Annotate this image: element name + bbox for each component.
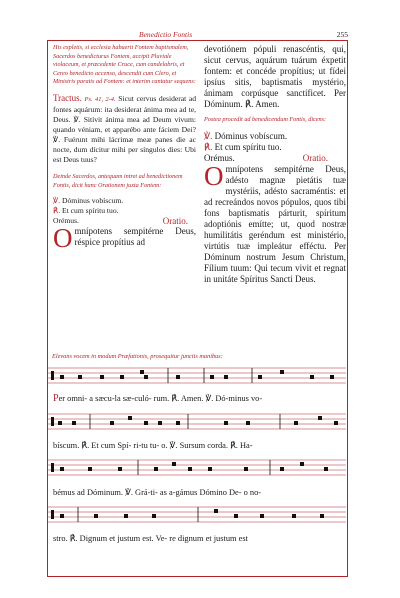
response-symbol: ℟. (53, 206, 61, 216)
chant-staff (48, 408, 346, 434)
chant-lyrics-line (53, 487, 343, 497)
chant-rubric: Elevans vocem in modum Præfationis, prosequitur junctis manibus: (52, 353, 223, 360)
chant-text-line-2: bíscum. ℟. Et cum Spí- ri-tu tu- o. ℣. Sursum corda. ℟. Ha- (53, 441, 253, 450)
oremus-2: Orémus. (204, 152, 235, 163)
versicle-2 (204, 131, 346, 142)
tract-text (53, 93, 196, 165)
oremus-row-2 (204, 153, 346, 164)
rubric-opening: His expletis, si ecclesia habuerit Fontem baptismalem, Sacerdos benedicturus Fontem, accipit Pluviale violaceum, et præcedente Cruce, cum candelabris, et Cereo benedicto accenso, descendit cum Clero, et Ministris paratis ad Fontem: et interim cantatur sequens: (53, 44, 196, 86)
versicle-text: Dóminus vobíscum. (62, 196, 124, 206)
response (53, 206, 196, 216)
chant-staff (48, 501, 346, 527)
response-symbol-2: ℟. (204, 141, 213, 152)
chant-lyrics-line (53, 440, 343, 450)
response-text-2: Et cum spíritu tuo. (214, 141, 282, 152)
versicle-symbol: ℣. (53, 196, 61, 206)
chant-text-line-3: bémus ad Dóminum. ℣. Grá-ti- as a-gámus Dómino De- o no- (53, 488, 262, 497)
tract-label: Tractus. (53, 92, 82, 103)
chant-text-line-4: stro. ℟. Dignum et justum est. Ve- re dignum et justum est (53, 534, 248, 543)
tract-reference: Ps. 41, 2-4. (84, 95, 116, 103)
oremus-row (53, 216, 196, 226)
chant-staff (48, 454, 346, 480)
response-text: Et cum spíritu tuo. (62, 206, 119, 216)
chant-initial: P (53, 393, 59, 404)
chant-text-line-1: er omni- a sæcu-la sæ-culó- rum. ℟. Amen. ℣. Dó-minus vo- (58, 394, 263, 403)
oratio-heading-2: Oratio. (302, 152, 328, 163)
page-number: 255 (336, 30, 348, 39)
running-title: Benedictio Fontis (139, 30, 193, 39)
response-2 (204, 142, 346, 153)
versicle (53, 196, 196, 206)
prayer-text: mnípotens sempitérne Deus, réspice propítius ad (74, 226, 196, 248)
drop-cap: O (53, 223, 73, 254)
rubric-before-prayer: Deinde Sacerdos, antequam intret ad benedictionem Fontis, dicit hanc Orationem juxta Fontem: (53, 172, 183, 189)
prayer-text-2: mnípotens sempitérne Deus, adésto magnæ pietátis tuæ mystériis, adésto sacraméntis: et ad recreándos novos pópulos, quos tibi fons baptismatis párturit, spíritum adoptiónis emítte; ut, quod nostræ humilitátis geréndum est ministério, virtútis tuæ impleátur efféctu. Per Dóminum nostrum Jesum Christum, Fílium tuum: Qui tecum vivit et regnat in unitáte Spíritus Sancti Deus. (204, 163, 346, 284)
prayer-continuation: devotiónem pópuli renascéntis, qui, sicut cervus, aquárum tuárum éxpetit fontem: et concéde propítius; ut fídei ipsíus sitis, baptismatis mystério, ánimam corpúsque sanctíficet. Per Dóminum. ℟. Amen. (204, 44, 346, 109)
right-column (204, 44, 346, 285)
chant-lyrics-line (53, 533, 343, 543)
rubric-benediction: Postea procedit ad benedicendum Fontis, dicens: (204, 116, 327, 123)
versicle-symbol-2: ℣. (204, 130, 213, 141)
versicle-text-2: Dóminus vobíscum. (214, 130, 288, 141)
oremus: Orémus. (53, 216, 79, 226)
left-column (53, 44, 197, 254)
oratio-heading: Oratio. (162, 216, 188, 227)
tract-body: Sicut cervus desiderat ad fontes aquárum: ita desiderat ánima mea ad te, Deus. ℣. Sitívit ánima mea ad Deum vivum: quando véniam, et apparébo ante fáciem Dei? ℣. Fuérunt mihi lácrimæ meæ panes die ac nocte, dum dícitur mihi per síngulos dies: Ubi est Deus tuus? (53, 93, 197, 164)
prayer-start (53, 223, 196, 254)
prayer-2 (204, 160, 346, 285)
chant-staff (48, 362, 346, 388)
chant-lyrics-line (53, 393, 343, 404)
drop-cap-2: O (204, 160, 224, 191)
